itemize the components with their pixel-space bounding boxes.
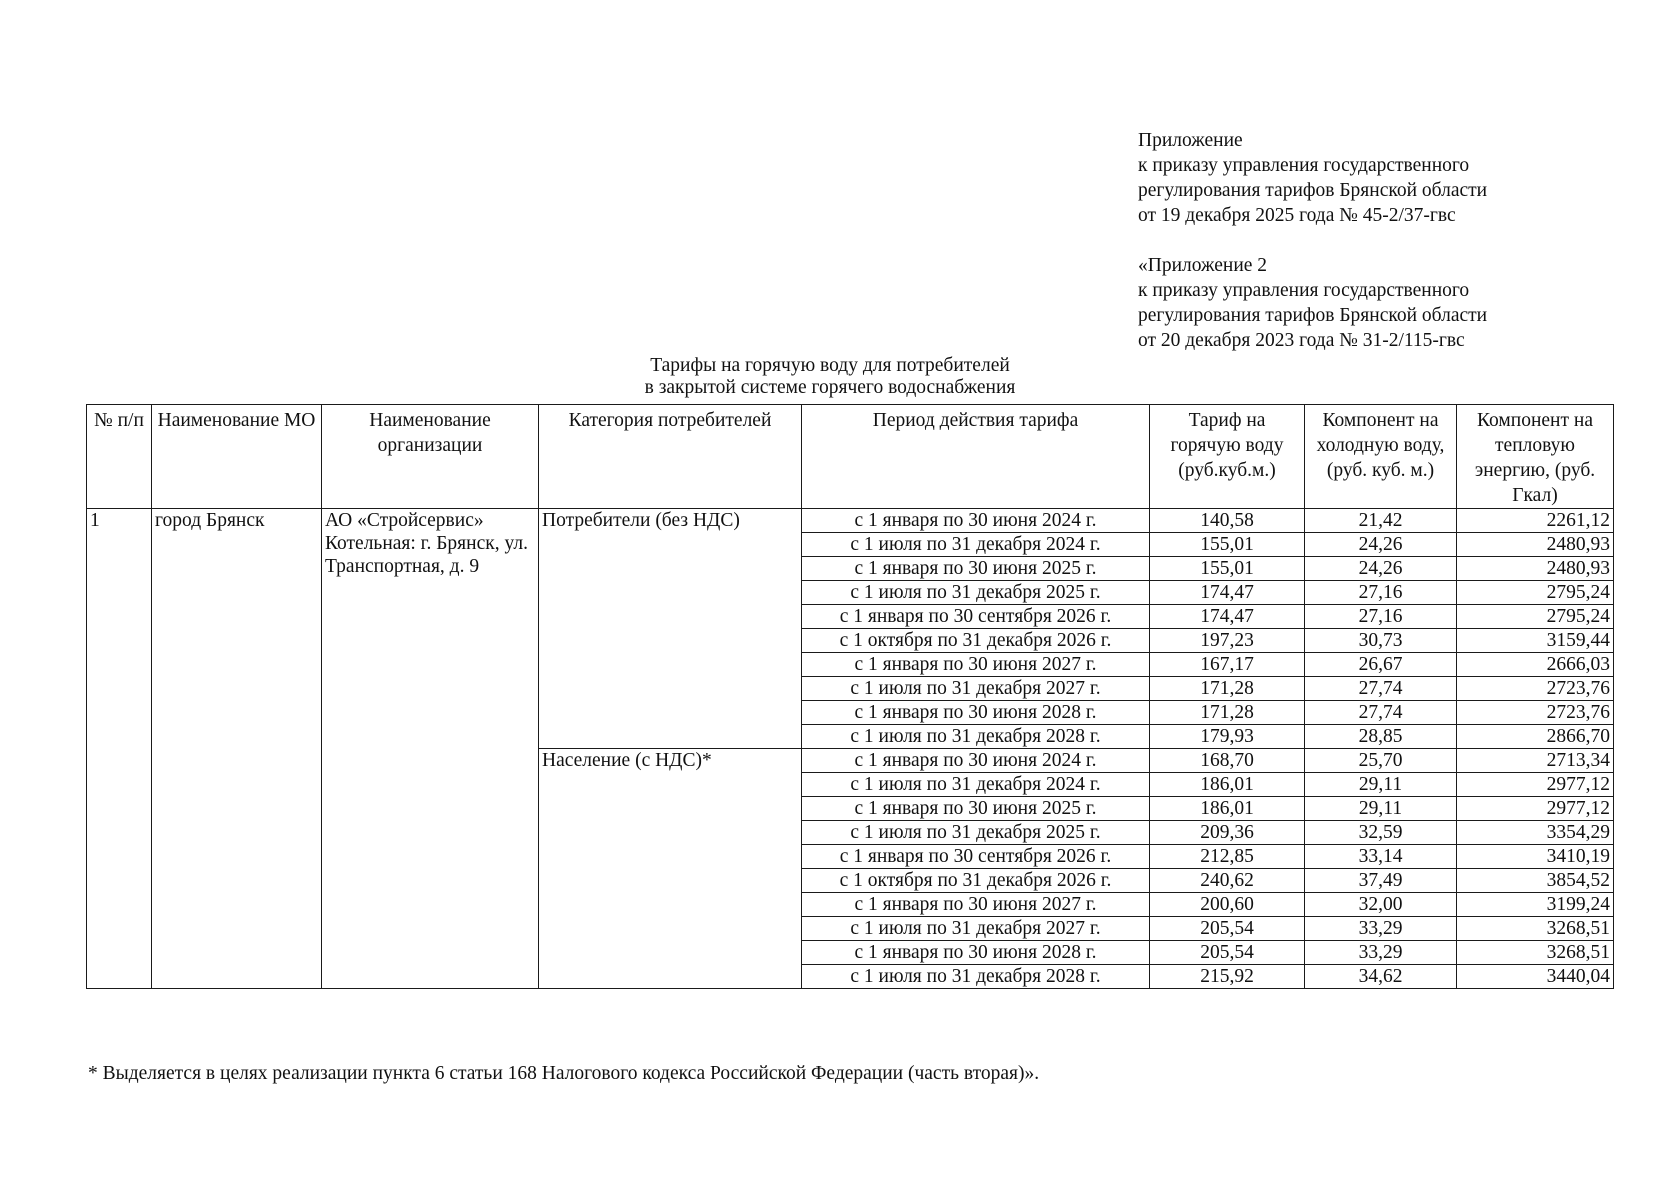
cold-component-cell: 30,73 [1305, 629, 1457, 653]
header-heat: Компонент на тепловую энергию, (руб. Гкал) [1457, 405, 1614, 509]
cold-component-cell: 32,59 [1305, 821, 1457, 845]
heat-component-cell: 3159,44 [1457, 629, 1614, 653]
period-cell: с 1 июля по 31 декабря 2028 г. [802, 725, 1150, 749]
heat-component-cell: 2713,34 [1457, 749, 1614, 773]
table-body [87, 509, 1614, 989]
cold-component-cell: 27,16 [1305, 581, 1457, 605]
heat-component-cell: 2723,76 [1457, 701, 1614, 725]
category-cell: Потребители (без НДС) [539, 509, 802, 749]
header-category: Категория потребителей [539, 405, 802, 509]
period-cell: с 1 января по 30 июня 2024 г. [802, 509, 1150, 533]
row-number: 1 [87, 509, 152, 989]
period-cell: с 1 июля по 31 декабря 2027 г. [802, 917, 1150, 941]
tariffs-table [86, 404, 1614, 989]
tariff-cell: 240,62 [1150, 869, 1305, 893]
period-cell: с 1 января по 30 сентября 2026 г. [802, 845, 1150, 869]
cold-component-cell: 27,74 [1305, 701, 1457, 725]
tariff-cell: 205,54 [1150, 917, 1305, 941]
header-period: Период действия тарифа [802, 405, 1150, 509]
heat-component-cell: 2866,70 [1457, 725, 1614, 749]
cold-component-cell: 34,62 [1305, 965, 1457, 989]
period-cell: с 1 января по 30 июня 2027 г. [802, 653, 1150, 677]
cold-component-cell: 33,29 [1305, 941, 1457, 965]
period-cell: с 1 января по 30 июня 2027 г. [802, 893, 1150, 917]
tariff-cell: 200,60 [1150, 893, 1305, 917]
heat-component-cell: 2480,93 [1457, 533, 1614, 557]
heat-component-cell: 2795,24 [1457, 605, 1614, 629]
cold-component-cell: 33,14 [1305, 845, 1457, 869]
heat-component-cell: 2480,93 [1457, 557, 1614, 581]
heat-component-cell: 3354,29 [1457, 821, 1614, 845]
appendix-block [1138, 128, 1487, 353]
tariff-cell: 212,85 [1150, 845, 1305, 869]
appendix-gap [1138, 228, 1487, 253]
header-tariff: Тариф на горячую воду (руб.куб.м.) [1150, 405, 1305, 509]
header-mo: Наименование МО [152, 405, 322, 509]
title-line-2: в закрытой системе горячего водоснабжения [644, 377, 1016, 398]
period-cell: с 1 июля по 31 декабря 2027 г. [802, 677, 1150, 701]
appendix-line: Приложение [1138, 130, 1243, 151]
header-num: № п/п [87, 405, 152, 509]
period-cell: с 1 января по 30 июня 2024 г. [802, 749, 1150, 773]
document-title [560, 355, 1100, 399]
appendix2-line: от 20 декабря 2023 года № 31-2/115-гвс [1138, 330, 1465, 351]
cold-component-cell: 28,85 [1305, 725, 1457, 749]
cold-component-cell: 26,67 [1305, 653, 1457, 677]
period-cell: с 1 января по 30 июня 2028 г. [802, 701, 1150, 725]
heat-component-cell: 2261,12 [1457, 509, 1614, 533]
tariff-cell: 179,93 [1150, 725, 1305, 749]
tariff-cell: 197,23 [1150, 629, 1305, 653]
title-line-1: Тарифы на горячую воду для потребителей [650, 355, 1010, 376]
period-cell: с 1 июля по 31 декабря 2025 г. [802, 581, 1150, 605]
period-cell: с 1 июля по 31 декабря 2028 г. [802, 965, 1150, 989]
tariff-cell: 171,28 [1150, 677, 1305, 701]
heat-component-cell: 3199,24 [1457, 893, 1614, 917]
period-cell: с 1 июля по 31 декабря 2025 г. [802, 821, 1150, 845]
tariff-cell: 167,17 [1150, 653, 1305, 677]
appendix-line: к приказу управления государственного [1138, 155, 1470, 176]
period-cell: с 1 января по 30 июня 2025 г. [802, 557, 1150, 581]
cold-component-cell: 29,11 [1305, 773, 1457, 797]
municipality-cell: город Брянск [152, 509, 322, 989]
cold-component-cell: 29,11 [1305, 797, 1457, 821]
cold-component-cell: 25,70 [1305, 749, 1457, 773]
tariff-cell: 168,70 [1150, 749, 1305, 773]
period-cell: с 1 июля по 31 декабря 2024 г. [802, 773, 1150, 797]
heat-component-cell: 2977,12 [1457, 797, 1614, 821]
tariff-cell: 155,01 [1150, 533, 1305, 557]
heat-component-cell: 3268,51 [1457, 917, 1614, 941]
tariff-cell: 209,36 [1150, 821, 1305, 845]
table-row [87, 509, 1614, 533]
heat-component-cell: 2977,12 [1457, 773, 1614, 797]
appendix-line: от 19 декабря 2025 года № 45-2/37-гвс [1138, 205, 1456, 226]
header-org: Наименование организации [322, 405, 539, 509]
heat-component-cell: 3410,19 [1457, 845, 1614, 869]
appendix2-line: «Приложение 2 [1138, 255, 1268, 276]
cold-component-cell: 37,49 [1305, 869, 1457, 893]
appendix2-line: регулирования тарифов Брянской области [1138, 305, 1488, 326]
period-cell: с 1 октября по 31 декабря 2026 г. [802, 869, 1150, 893]
cold-component-cell: 24,26 [1305, 557, 1457, 581]
tariff-cell: 171,28 [1150, 701, 1305, 725]
footnote: * Выделяется в целях реализации пункта 6 статьи 168 Налогового кодекса Российской Федерации (часть вторая)». [88, 1063, 1040, 1084]
period-cell: с 1 июля по 31 декабря 2024 г. [802, 533, 1150, 557]
cold-component-cell: 27,74 [1305, 677, 1457, 701]
heat-component-cell: 3854,52 [1457, 869, 1614, 893]
tariff-cell: 174,47 [1150, 605, 1305, 629]
cold-component-cell: 27,16 [1305, 605, 1457, 629]
period-cell: с 1 января по 30 июня 2025 г. [802, 797, 1150, 821]
cold-component-cell: 32,00 [1305, 893, 1457, 917]
cold-component-cell: 24,26 [1305, 533, 1457, 557]
heat-component-cell: 3268,51 [1457, 941, 1614, 965]
period-cell: с 1 октября по 31 декабря 2026 г. [802, 629, 1150, 653]
tariff-cell: 174,47 [1150, 581, 1305, 605]
organization-cell: АО «Стройсервис» Котельная: г. Брянск, ул. Транспортная, д. 9 [322, 509, 539, 989]
table-header-row [87, 405, 1614, 509]
appendix-line: регулирования тарифов Брянской области [1138, 180, 1488, 201]
heat-component-cell: 2723,76 [1457, 677, 1614, 701]
tariff-cell: 215,92 [1150, 965, 1305, 989]
cold-component-cell: 33,29 [1305, 917, 1457, 941]
tariff-cell: 186,01 [1150, 797, 1305, 821]
period-cell: с 1 января по 30 сентября 2026 г. [802, 605, 1150, 629]
appendix2-line: к приказу управления государственного [1138, 280, 1470, 301]
tariff-cell: 155,01 [1150, 557, 1305, 581]
category-cell: Население (с НДС)* [539, 749, 802, 989]
cold-component-cell: 21,42 [1305, 509, 1457, 533]
period-cell: с 1 января по 30 июня 2028 г. [802, 941, 1150, 965]
header-cold: Компонент на холодную воду, (руб. куб. м.) [1305, 405, 1457, 509]
tariff-cell: 205,54 [1150, 941, 1305, 965]
heat-component-cell: 2666,03 [1457, 653, 1614, 677]
heat-component-cell: 3440,04 [1457, 965, 1614, 989]
tariff-cell: 140,58 [1150, 509, 1305, 533]
tariff-cell: 186,01 [1150, 773, 1305, 797]
heat-component-cell: 2795,24 [1457, 581, 1614, 605]
